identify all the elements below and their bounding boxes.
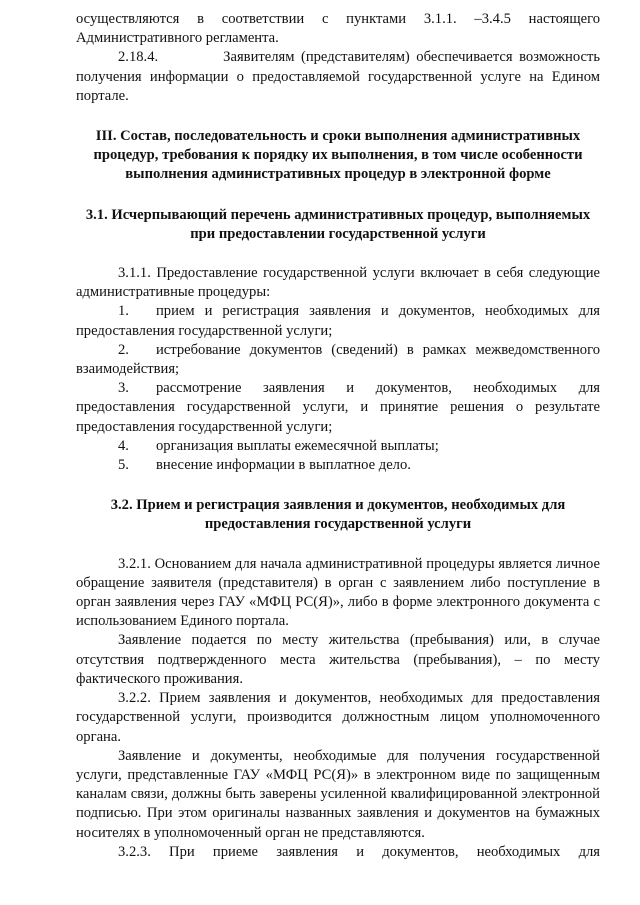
clause-text: Заявителям (представителям) обеспечивается возможность получения информации о предоставляемой государственной услуге на Едином портале. <box>76 49 600 104</box>
list-item-text: истребование документов (сведений) в рамках межведомственного взаимодействия; <box>76 341 600 378</box>
list-item-text: рассмотрение заявления и документов, необходимых для предоставления государственной услуги, и принятие решения о результате предоставления государственной услуги; <box>76 380 600 435</box>
list-item-text: прием и регистрация заявления и документов, необходимых для предоставления государственной услуги; <box>76 303 600 339</box>
list-item-text: организация выплаты ежемесячной выплаты; <box>156 437 439 454</box>
paragraph-3-2-2: 3.2.2. Прием заявления и документов, необходимых для предоставления государственной услуги, производится должностным лицом уполномоченного органа. <box>76 690 600 745</box>
list-item-number: 1. <box>118 303 129 320</box>
list-item-3 <box>76 379 600 437</box>
paragraph-3-2-3: 3.2.3. При приеме заявления и документов, необходимых для <box>118 843 600 860</box>
list-item-text: внесение информации в выплатное дело. <box>156 457 411 474</box>
paragraph-3-2-1-residence: Заявление подается по месту жительства (пребывания) или, в случае отсутствия подтвержденного места жительства (пребывания), – по месту фактического проживания. <box>76 632 600 687</box>
paragraph-3-1-1: 3.1.1. Предоставление государственной услуги включает в себя следующие административные процедуры: <box>76 265 600 301</box>
list-item-4 <box>76 437 600 456</box>
heading-3-1: 3.1. Исчерпывающий перечень административных процедур, выполняемых при предоставлении государственной услуги <box>85 206 591 242</box>
paragraph-3-2-2-electronic: Заявление и документы, необходимые для получения государственной услуги, представленные ГАУ «МФЦ РС(Я)» в электронном виде по защищенным каналам связи, должны быть заверены усиленной квалифицированной электронной подписью. При этом оригиналы названных заявления и документов на бумажных носителях в уполномоченный орган не представляются. <box>76 747 600 841</box>
paragraph-continuation: осуществляются в соответствии с пунктами 3.1.1. –3.4.5 настоящего Административного регламента. <box>76 11 600 47</box>
list-item-2 <box>76 341 600 379</box>
paragraph-3-2-1: 3.2.1. Основанием для начала административной процедуры является личное обращение заявителя (представителя) в орган с заявлением либо поступление в орган заявления через ГАУ «МФЦ РС(Я)», либо в форме электронного документа с использованием Единого портала. <box>76 555 600 630</box>
list-item-5 <box>76 456 600 475</box>
heading-3-2: 3.2. Прием и регистрация заявления и документов, необходимых для предоставления государственной услуги <box>110 497 566 533</box>
clause-number: 2.18.4. <box>118 49 159 66</box>
section-3-heading: III. Состав, последовательность и сроки выполнения административных процедур, требования к порядку их выполнения, в том числе особенности выполнения административных процедур в электронной форме <box>93 128 583 183</box>
list-item-number: 4. <box>118 437 129 454</box>
list-item-number: 3. <box>118 380 129 397</box>
list-item-1 <box>76 302 600 340</box>
list-item-number: 2. <box>118 341 129 358</box>
list-item-number: 5. <box>118 457 129 474</box>
paragraph-2-18-4 <box>76 48 600 106</box>
document-page <box>76 10 600 862</box>
